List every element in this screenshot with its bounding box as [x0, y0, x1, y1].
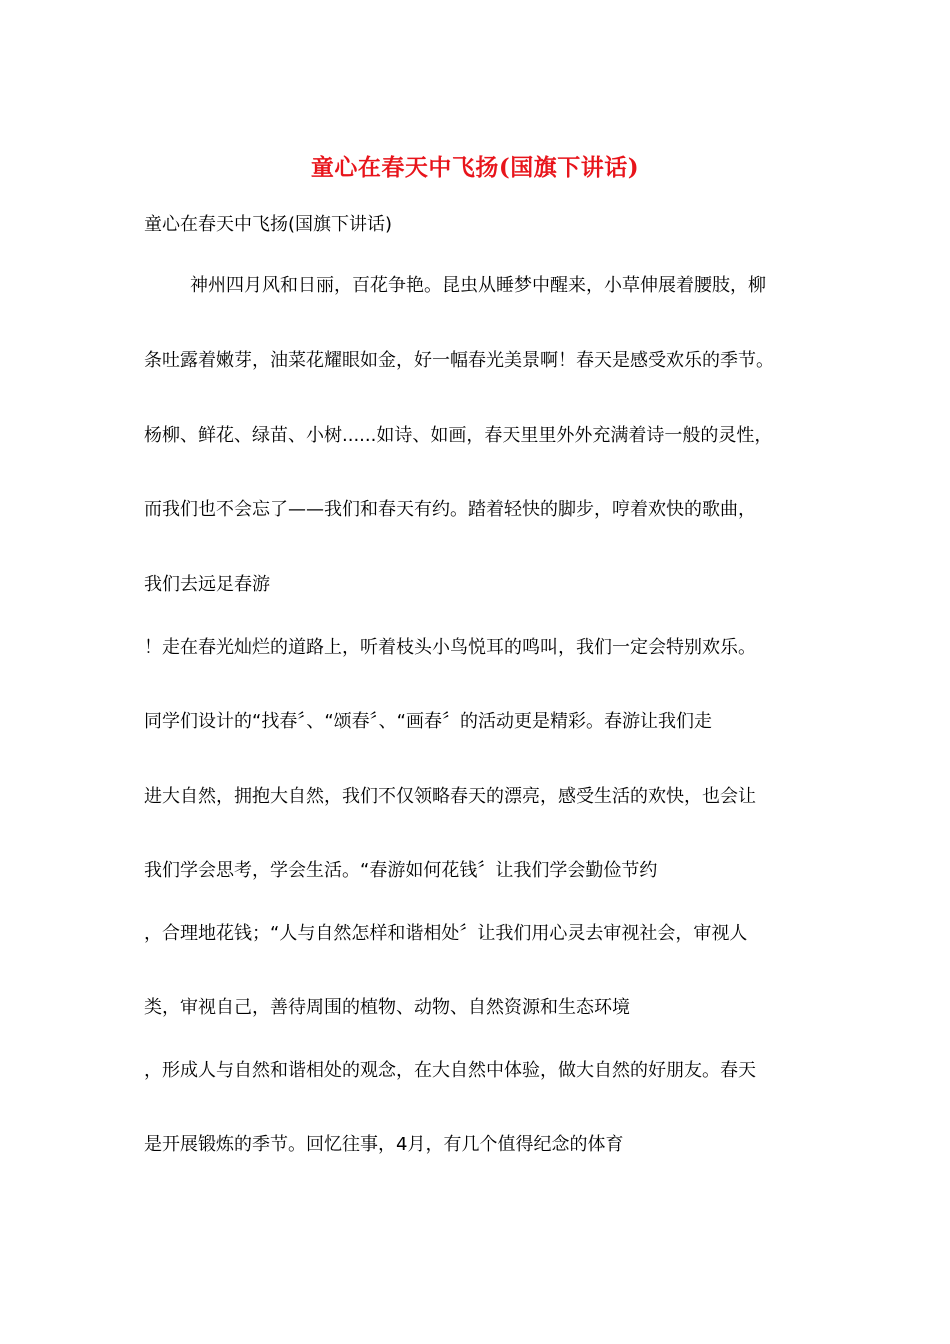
- paragraph-line: 我们学会思考，学会生活。“春游如何花钱〞让我们学会勤俭节约: [144, 860, 658, 881]
- paragraph-line: 条吐露着嫩芽，油菜花耀眼如金，好一幅春光美景啊！春天是感受欢乐的季节。: [144, 350, 774, 371]
- paragraph-line: ，形成人与自然和谐相处的观念，在大自然中体验，做大自然的好朋友。春天: [144, 1060, 756, 1081]
- paragraph-line: 同学们设计的“找春〞、“颂春〞、“画春〞的活动更是精彩。春游让我们走: [144, 711, 712, 732]
- paragraph-line: 我们去远足春游: [144, 574, 270, 595]
- paragraph-line: 而我们也不会忘了——我们和春天有约。踏着轻快的脚步，哼着欢快的歌曲，: [144, 499, 756, 520]
- document-subtitle: 童心在春天中飞扬(国旗下讲话): [144, 214, 393, 235]
- document-title: 童心在春天中飞扬(国旗下讲话): [310, 154, 640, 181]
- paragraph-line: 类，审视自己，善待周围的植物、动物、自然资源和生态环境: [144, 997, 630, 1018]
- paragraph-line: ，合理地花钱；“人与自然怎样和谐相处〞让我们用心灵去审视社会，审视人: [144, 923, 748, 944]
- paragraph-line: 进大自然，拥抱大自然，我们不仅领略春天的漂亮，感受生活的欢快，也会让: [144, 786, 756, 807]
- paragraph-line: 是开展锻炼的季节。回忆往事，4月，有几个值得纪念的体育: [144, 1134, 624, 1155]
- paragraph-line: 杨柳、鲜花、绿苗、小树......如诗、如画，春天里里外外充满着诗一般的灵性，: [144, 425, 773, 446]
- paragraph-line: 神州四月风和日丽，百花争艳。昆虫从睡梦中醒来，小草伸展着腰肢，柳: [190, 275, 766, 296]
- paragraph-line: ！走在春光灿烂的道路上，听着枝头小鸟悦耳的鸣叫，我们一定会特别欢乐。: [144, 637, 756, 658]
